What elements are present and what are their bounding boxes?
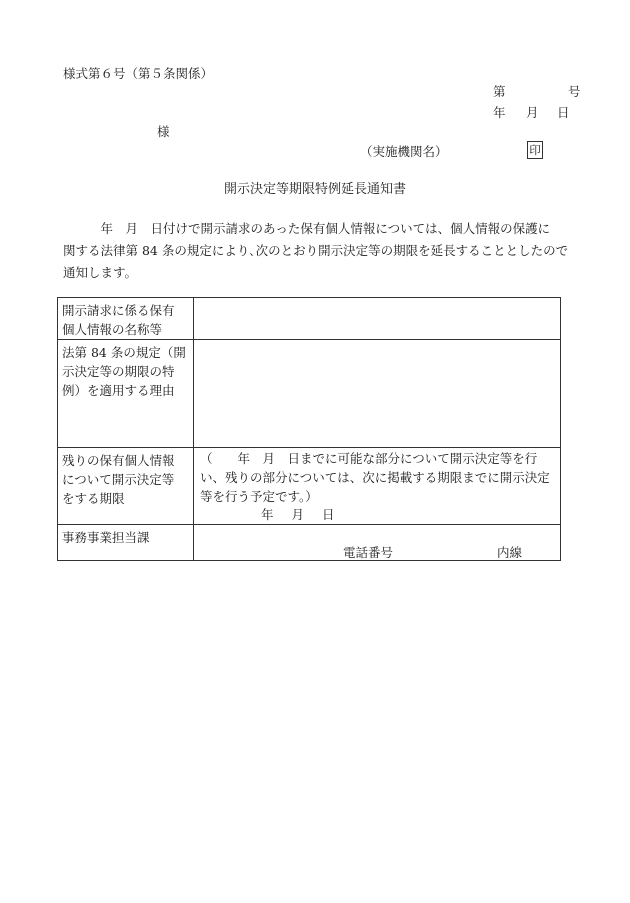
label-cell-reason: 法第 84 条の規定（開 示決定等の期限の特 例）を適用する理由: [58, 340, 194, 448]
value-cell-deadline[interactable]: [194, 448, 561, 525]
issue-date-day: 日: [557, 105, 570, 120]
label-cell-department: 事務事業担当課: [58, 525, 194, 561]
label-cell-deadline: 残りの保有個人情報 について開示決定等 をする期限: [58, 448, 194, 525]
phone-line: [343, 545, 523, 560]
document-number-dai: 第: [493, 84, 506, 99]
extension-date: 年 月 日: [261, 507, 335, 522]
table-row: [58, 340, 561, 448]
document-number: [493, 84, 581, 99]
addressee-honorific: 様: [157, 124, 170, 139]
notice-body-line: 関する法律第 84 条の規定により､次のとおり開示決定等の期限を延長することとしたので: [63, 243, 569, 258]
document-title: 開示決定等期限特例延長通知書: [223, 182, 406, 197]
table-row: [58, 298, 561, 340]
notice-table: [57, 297, 561, 561]
table-row: [58, 525, 561, 561]
extension-label: 内線: [497, 545, 523, 560]
form-number: 様式第６号（第５条関係）: [63, 66, 214, 81]
label-cell-record-name: 開示請求に係る保有 個人情報の名称等: [58, 298, 194, 340]
value-cell-department[interactable]: [194, 525, 561, 561]
issue-date-year: 年: [493, 105, 506, 120]
table-row: [58, 448, 561, 525]
phone-label: 電話番号: [343, 545, 394, 560]
notice-body-line: 通知します。: [63, 265, 138, 280]
extension-note: （ 年 月 日までに可能な部分について開示決定等を行 い、残りの部分については、次に掲載する期限までに開示決定 等を行う予定です。）: [200, 451, 550, 504]
value-cell-record-name[interactable]: [194, 298, 561, 340]
value-cell-reason[interactable]: [194, 340, 561, 448]
issue-date-month: 月: [526, 105, 539, 120]
notice-body-line: 年 月 日付けで開示請求のあった保有個人情報については、個人情報の保護に: [63, 221, 551, 236]
notice-body: [63, 218, 573, 284]
document-number-gou: 号: [568, 84, 581, 99]
agency-name: （実施機関名）: [360, 144, 448, 159]
seal-mark: 印: [527, 141, 543, 159]
